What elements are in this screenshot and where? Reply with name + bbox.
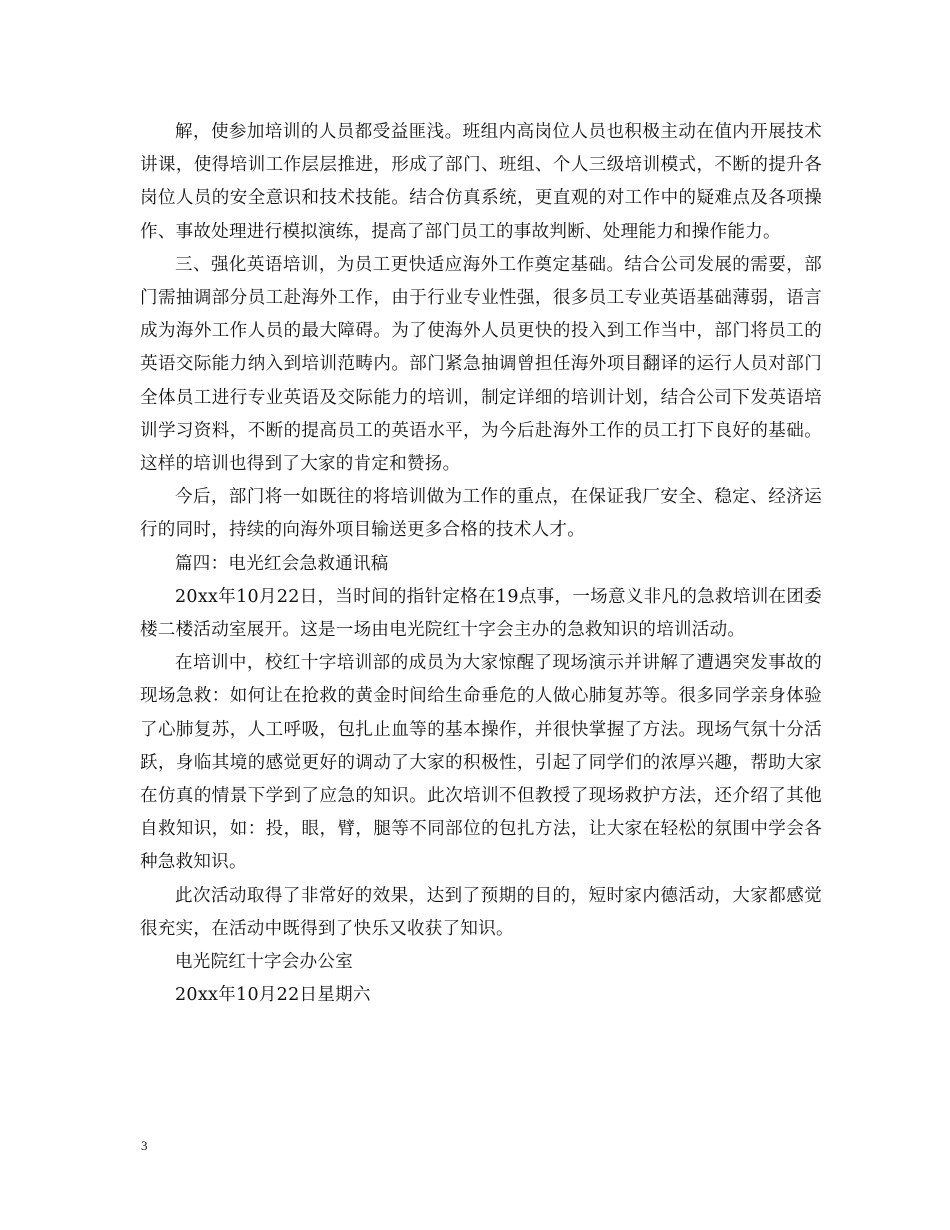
document-body (140, 116, 822, 1012)
paragraph-future-plan: 今后，部门将一如既往的将培训做为工作的重点，在保证我厂安全、稳定、经济运行的同时，持续的向海外项目输送更多合格的技术人才。 (140, 487, 822, 541)
signature-office: 电光院红十字会办公室 (175, 952, 353, 973)
paragraph-training-continued: 解，使参加培训的人员都受益匪浅。班组内高岗位人员也积极主动在值内开展技术讲课，使得培训工作层层推进，形成了部门、班组、个人三级培训模式，不断的提升各岗位人员的安全意识和技术技能。结合仿真系统，更直观的对工作中的疑难点及各项操作、事故处理进行模拟演练，提高了部门员工的事故判断、处理能力和操作能力。 (140, 122, 822, 242)
paragraph-training-details: 在培训中，校红十字培训部的成员为大家惊醒了现场演示并讲解了遭遇突发事故的现场急救：如何让在抢救的黄金时间给生命垂危的人做心肺复苏等。很多同学亲身体验了心肺复苏，人工呼吸，包扎止血等的基本操作，并很快掌握了方法。现场气氛十分活跃，身临其境的感觉更好的调动了大家的积极性，引起了同学们的浓厚兴趣，帮助大家在仿真的情景下学到了应急的知识。此次培训不但教授了现场救护方法，还介绍了其他自救知识，如：投，眼，臂，腿等不同部位的包扎方法，让大家在轻松的氛围中学会各种急救知识。 (140, 653, 822, 873)
section-heading-part-four: 篇四：电光红会急救通讯稿 (175, 553, 389, 574)
paragraph-event-intro: 20xx年10月22日，当时间的指针定格在19点事，一场意义非凡的急救培训在团委楼二楼活动室展开。这是一场由电光院红十字会主办的急救知识的培训活动。 (140, 586, 822, 641)
paragraph-english-training: 三、强化英语培训，为员工更快适应海外工作奠定基础。结合公司发展的需要，部门需抽调部分员工赴海外工作，由于行业专业性强，很多员工专业英语基础薄弱，语言成为海外工作人员的最大障碍。为了使海外人员更快的投入到工作当中，部门将员工的英语交际能力纳入到培训范畴内。部门紧急抽调曾担任海外项目翻译的运行人员对部门全体员工进行专业英语及交际能力的培训，制定详细的培训计划，结合公司下发英语培训学习资料，不断的提高员工的英语水平，为今后赴海外工作的员工打下良好的基础。这样的培训也得到了大家的肯定和赞扬。 (140, 254, 822, 475)
paragraph-results: 此次活动取得了非常好的效果，达到了预期的目的，短时家内德活动，大家都感觉很充实，在活动中既得到了快乐又收获了知识。 (140, 885, 822, 939)
page-number: 3 (141, 1138, 148, 1153)
signature-date: 20xx年10月22日星期六 (175, 985, 371, 1006)
